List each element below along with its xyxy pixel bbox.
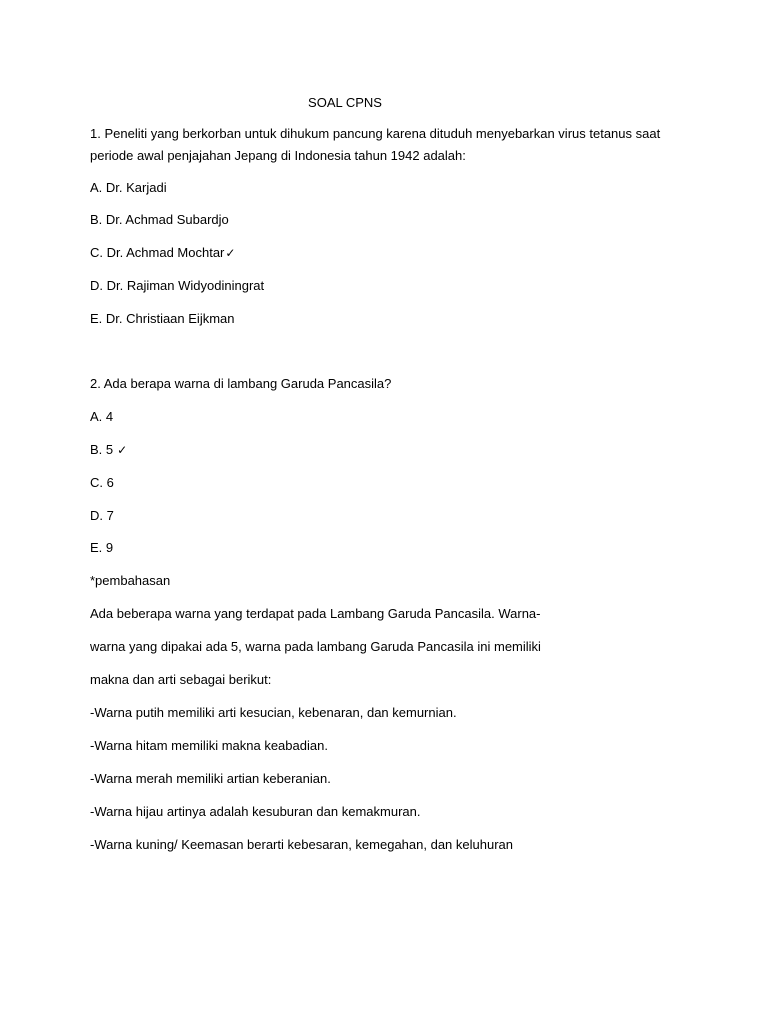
discussion-line: Ada beberapa warna yang terdapat pada Lambang Garuda Pancasila. Warna- bbox=[90, 606, 541, 621]
question-2-option-c: C. 6 bbox=[90, 475, 114, 490]
question-1-line-1: 1. Peneliti yang berkorban untuk dihukum pancung karena dituduh menyebarkan virus tetanus saat bbox=[90, 126, 661, 141]
discussion-line: warna yang dipakai ada 5, warna pada lambang Garuda Pancasila ini memiliki bbox=[90, 639, 541, 654]
question-1-option-b: B. Dr. Achmad Subardjo bbox=[90, 212, 229, 227]
question-2-option-b bbox=[90, 442, 127, 458]
question-1-option-c bbox=[90, 245, 235, 261]
question-2-option-e: E. 9 bbox=[90, 540, 114, 555]
question-2-text: 2. Ada berapa warna di lambang Garuda Pancasila? bbox=[90, 376, 392, 391]
question-2-option-a: A. 4 bbox=[90, 409, 114, 424]
checkmark-icon: ✓ bbox=[225, 246, 236, 260]
discussion-line: -Warna hitam memiliki makna keabadian. bbox=[90, 738, 328, 753]
question-1-option-e: E. Dr. Christiaan Eijkman bbox=[90, 311, 235, 326]
discussion-heading: *pembahasan bbox=[90, 573, 171, 588]
question-2-option-b-text: B. 5 bbox=[90, 442, 114, 457]
question-1-line-2: periode awal penjajahan Jepang di Indonesia tahun 1942 adalah: bbox=[90, 148, 466, 163]
question-1-option-c-text: C. Dr. Achmad Mochtar bbox=[90, 245, 225, 260]
question-1-option-d: D. Dr. Rajiman Widyodiningrat bbox=[90, 278, 265, 293]
discussion-line: -Warna merah memiliki artian keberanian. bbox=[90, 771, 331, 786]
discussion-line: -Warna kuning/ Keemasan berarti kebesaran, kemegahan, dan keluhuran bbox=[90, 837, 513, 852]
discussion-line: -Warna putih memiliki arti kesucian, kebenaran, dan kemurnian. bbox=[90, 705, 457, 720]
question-1-option-a: A. Dr. Karjadi bbox=[90, 180, 167, 195]
discussion-line: makna dan arti sebagai berikut: bbox=[90, 672, 272, 687]
document-title: SOAL CPNS bbox=[308, 95, 382, 110]
discussion-line: -Warna hijau artinya adalah kesuburan dan kemakmuran. bbox=[90, 804, 421, 819]
checkmark-icon: ✓ bbox=[117, 443, 128, 457]
question-2-option-d: D. 7 bbox=[90, 508, 114, 523]
